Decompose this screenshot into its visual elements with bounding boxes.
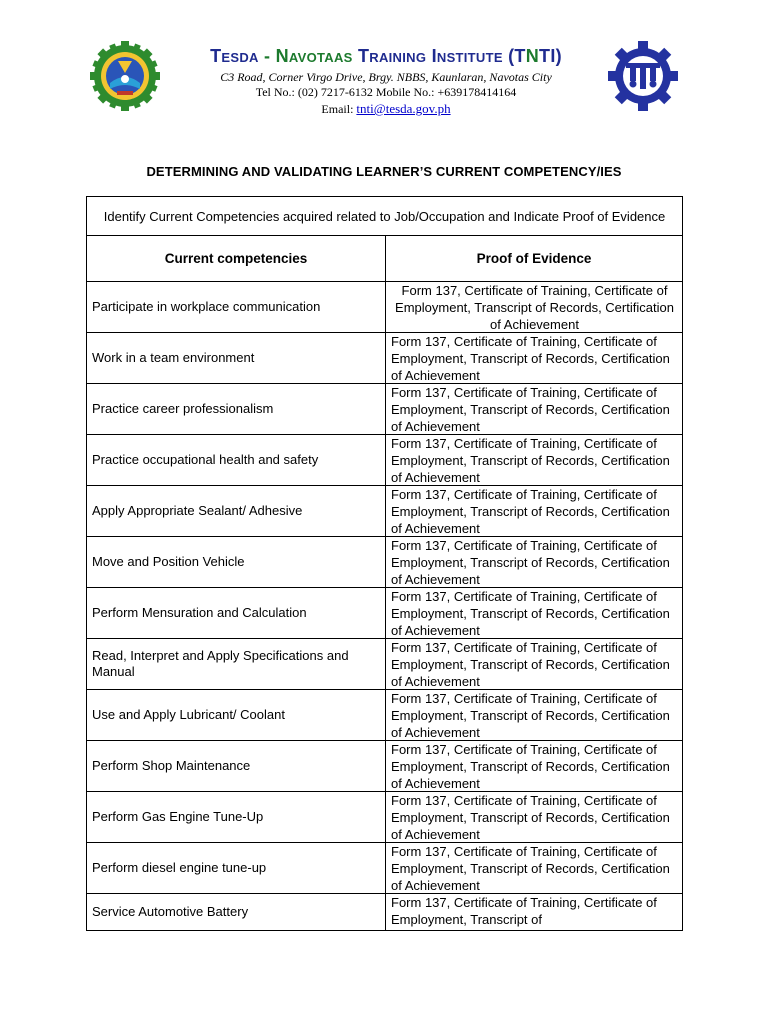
competency-table: [86, 196, 683, 931]
institute-email-line: [160, 101, 612, 117]
evidence-text: Form 137, Certificate of Training, Certificate of Employment, Transcript of Records, Certification of Achievement: [391, 742, 670, 791]
evidence-cell: [386, 741, 683, 792]
evidence-cell: [386, 690, 683, 741]
institute-name-part: T: [210, 46, 222, 66]
evidence-cell: [386, 333, 683, 384]
competency-cell: Service Automotive Battery: [87, 894, 386, 931]
table-row: [87, 639, 683, 690]
table-row: [87, 435, 683, 486]
evidence-text: Form 137, Certificate of Training, Certificate of Employment, Transcript of Records, Certification of Achievement: [391, 844, 670, 893]
column-header-competencies: Current competencies: [87, 236, 386, 282]
competency-cell: Perform Shop Maintenance: [87, 741, 386, 792]
table-row: [87, 792, 683, 843]
table-row: [87, 588, 683, 639]
competency-cell: Perform diesel engine tune-up: [87, 843, 386, 894]
institute-name-part: TI): [539, 46, 562, 66]
evidence-cell: [386, 843, 683, 894]
evidence-text: Form 137, Certificate of Training, Certificate of Employment, Transcript of Records, Certification of Achievement: [391, 691, 670, 740]
evidence-text: Form 137, Certificate of Training, Certificate of Employment, Transcript of Records, Certification of Achievement: [391, 487, 670, 536]
competency-cell: Perform Gas Engine Tune-Up: [87, 792, 386, 843]
competency-cell: Practice occupational health and safety: [87, 435, 386, 486]
evidence-text: Form 137, Certificate of Training, Certificate of Employment, Transcript of: [391, 895, 657, 927]
email-link[interactable]: tnti@tesda.gov.ph: [356, 101, 451, 116]
table-instruction-row: [87, 197, 683, 236]
evidence-cell: [386, 435, 683, 486]
institute-name-part: -: [258, 46, 276, 66]
evidence-cell: [386, 639, 683, 690]
institute-name-part: RAINING: [369, 50, 427, 65]
table-header-row: [87, 236, 683, 282]
evidence-cell: [386, 792, 683, 843]
evidence-text: Form 137, Certificate of Training, Certificate of Employment, Transcript of Records, Certification of Achievement: [391, 436, 670, 485]
institute-address: C3 Road, Corner Virgo Drive, Brgy. NBBS, Kaunlaran, Navotas City: [220, 70, 552, 84]
evidence-cell: [386, 384, 683, 435]
evidence-text: Form 137, Certificate of Training, Certificate of Employment, Transcript of Records, Certification of Achievement: [391, 385, 670, 434]
evidence-text: Form 137, Certificate of Training, Certificate of Employment, Transcript of Records, Certification of Achievement: [391, 334, 670, 383]
table-row: [87, 894, 683, 931]
competency-cell: Work in a team environment: [87, 333, 386, 384]
institute-name-part: N: [525, 46, 540, 66]
evidence-text: Form 137, Certificate of Training, Certificate of Employment, Transcript of Records, Certification of Achievement: [391, 640, 670, 689]
competency-cell: Participate in workplace communication: [87, 282, 386, 333]
competency-cell: Apply Appropriate Sealant/ Adhesive: [87, 486, 386, 537]
document-title: DETERMINING AND VALIDATING LEARNER’S CURRENT COMPETENCY/IES: [146, 164, 622, 179]
evidence-cell: [386, 486, 683, 537]
institute-name: [160, 46, 612, 67]
competency-cell: Move and Position Vehicle: [87, 537, 386, 588]
table-row: [87, 843, 683, 894]
navotas-seal-icon: [90, 41, 160, 111]
institute-name-part: T: [352, 46, 370, 66]
evidence-cell: [386, 537, 683, 588]
competency-cell: Perform Mensuration and Calculation: [87, 588, 386, 639]
institute-name-part: ESDA: [221, 50, 259, 65]
email-label: Email:: [321, 102, 357, 116]
table-row: [87, 537, 683, 588]
institute-name-part: (T: [502, 46, 526, 66]
institute-name-part: NSTITUTE: [436, 50, 503, 65]
competency-cell: Read, Interpret and Apply Specifications and Manual: [87, 639, 386, 690]
evidence-text: Form 137, Certificate of Training, Certificate of Employment, Transcript of Records, Certification of Achievement: [391, 793, 670, 842]
evidence-text: Form 137, Certificate of Training, Certificate of Employment, Transcript of Records, Certification of Achievement: [391, 538, 670, 587]
table-row: [87, 282, 683, 333]
table-row: [87, 384, 683, 435]
table-instruction: Identify Current Competencies acquired related to Job/Occupation and Indicate Proof of Evidence: [87, 197, 683, 236]
institute-contact-numbers: Tel No.: (02) 7217-6132 Mobile No.: +639178414164: [255, 85, 517, 99]
evidence-cell: [386, 588, 683, 639]
table-row: [87, 741, 683, 792]
evidence-text: Form 137, Certificate of Training, Certificate of Employment, Transcript of Records, Certification of Achievement: [391, 589, 670, 638]
table-row: [87, 486, 683, 537]
evidence-text: Form 137, Certificate of Training, Certificate of Employment, Transcript of Records, Certification of Achievement: [395, 283, 674, 332]
evidence-cell: [386, 282, 683, 333]
institute-name-part: N: [275, 46, 289, 66]
evidence-cell: [386, 894, 683, 931]
table-row: [87, 333, 683, 384]
institute-name-part: I: [426, 46, 437, 66]
competency-cell: Practice career professionalism: [87, 384, 386, 435]
table-row: [87, 690, 683, 741]
column-header-evidence: Proof of Evidence: [386, 236, 683, 282]
institute-name-part: AVOTAAS: [288, 50, 353, 65]
tesda-gear-logo-icon: [608, 41, 678, 111]
competency-cell: Use and Apply Lubricant/ Coolant: [87, 690, 386, 741]
